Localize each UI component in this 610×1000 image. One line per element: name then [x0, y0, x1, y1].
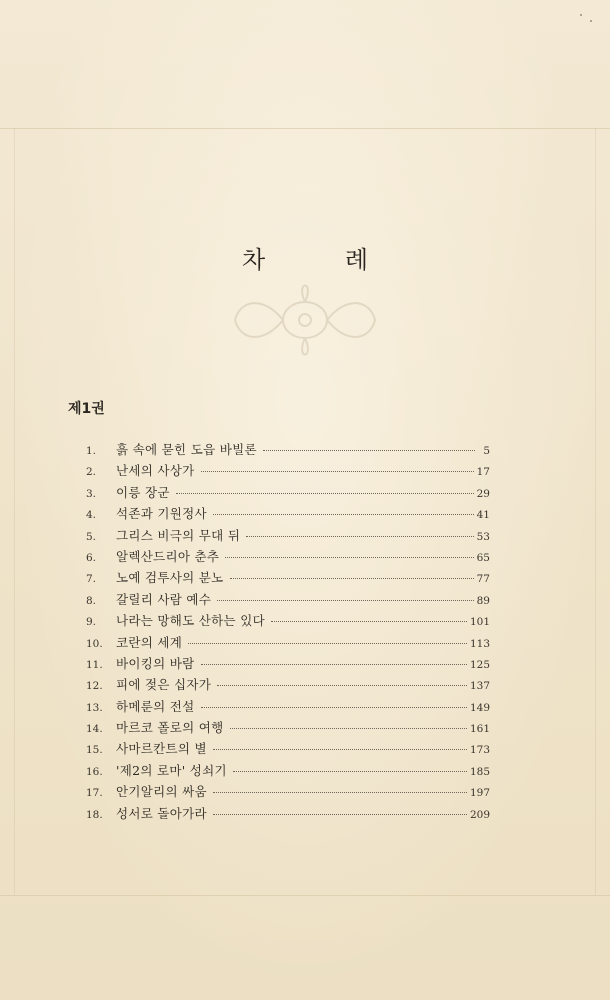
table-of-contents [86, 440, 490, 825]
toc-entry-page: 125 [469, 658, 490, 671]
toc-entry [86, 782, 490, 803]
toc-entry-title: 하메룬의 전설 [116, 698, 195, 714]
toc-dot-leader [213, 814, 467, 815]
toc-dot-leader [225, 557, 473, 558]
ornament-flourish-icon [215, 265, 395, 375]
toc-entry-title: 난세의 사상가 [116, 463, 195, 479]
toc-dot-leader [230, 578, 474, 579]
toc-dot-leader [201, 664, 467, 665]
toc-entry-title: 코란의 세계 [116, 634, 183, 650]
toc-entry-number: 17. [86, 787, 103, 800]
toc-dot-leader [217, 685, 467, 686]
toc-entry [86, 461, 490, 482]
toc-entry-page: 161 [469, 723, 490, 736]
toc-entry [86, 440, 490, 461]
toc-entry-title: 마르코 폴로의 여행 [116, 720, 224, 736]
paper-speck [590, 20, 592, 22]
toc-entry-page: 137 [469, 680, 490, 693]
toc-entry-number: 10. [86, 637, 103, 650]
toc-entry-page: 197 [469, 787, 490, 800]
toc-entry-page: 41 [476, 509, 490, 522]
toc-entry-page: 89 [476, 594, 490, 607]
toc-entry-title: 노예 검투사의 분노 [116, 570, 224, 586]
toc-dot-leader [271, 621, 467, 622]
toc-entry-number: 15. [86, 744, 103, 757]
toc-entry-page: 29 [476, 487, 490, 500]
toc-dot-leader [201, 707, 467, 708]
toc-dot-leader [213, 514, 474, 515]
toc-dot-leader [176, 493, 474, 494]
toc-entry-page: 77 [476, 573, 490, 586]
toc-entry [86, 675, 490, 696]
volume-heading: 제1권 [68, 401, 105, 417]
toc-entry-page: 65 [476, 551, 490, 564]
toc-entry [86, 547, 490, 568]
page-frame-top [0, 128, 610, 129]
toc-entry-number: 2. [86, 466, 97, 479]
toc-dot-leader [213, 792, 467, 793]
toc-entry-title: 그리스 비극의 무대 뒤 [116, 527, 241, 543]
toc-entry [86, 568, 490, 589]
toc-dot-leader [217, 600, 473, 601]
toc-entry-number: 16. [86, 765, 103, 778]
toc-entry-number: 12. [86, 680, 103, 693]
toc-entry-page: 101 [469, 616, 490, 629]
toc-entry [86, 739, 490, 760]
page-frame-bottom [0, 895, 610, 896]
toc-entry-number: 11. [86, 658, 103, 671]
toc-dot-leader [201, 471, 474, 472]
toc-entry-page: 209 [469, 808, 490, 821]
toc-dot-leader [246, 536, 473, 537]
toc-entry-number: 9. [86, 616, 97, 629]
paper-speck [580, 14, 582, 16]
toc-dot-leader [263, 450, 475, 451]
toc-entry-page: 113 [469, 637, 490, 650]
toc-entry-page: 5 [483, 445, 490, 457]
toc-entry-number: 1. [86, 445, 97, 457]
toc-entry [86, 483, 490, 504]
toc-entry-number: 5. [86, 530, 97, 543]
toc-entry-number: 14. [86, 723, 103, 736]
toc-entry-title: 성서로 돌아가라 [116, 805, 207, 821]
toc-entry [86, 504, 490, 525]
toc-entry [86, 804, 490, 825]
toc-entry-title: 나라는 망해도 산하는 있다 [116, 613, 265, 629]
toc-dot-leader [230, 728, 467, 729]
toc-entry [86, 590, 490, 611]
toc-entry [86, 611, 490, 632]
toc-entry-title: 석존과 기원정사 [116, 506, 207, 522]
toc-entry-number: 3. [86, 487, 97, 500]
toc-entry-title: 바이킹의 바람 [116, 655, 195, 671]
page-title: 차 례 [242, 246, 404, 274]
toc-entry [86, 697, 490, 718]
toc-dot-leader [233, 771, 467, 772]
toc-entry-page: 17 [476, 466, 490, 479]
toc-entry [86, 526, 490, 547]
toc-entry-number: 13. [86, 701, 103, 714]
toc-entry-title: 이릉 장군 [116, 484, 170, 500]
toc-dot-leader [188, 643, 467, 644]
toc-entry [86, 761, 490, 782]
toc-entry [86, 718, 490, 739]
toc-entry [86, 654, 490, 675]
toc-entry-title: '제2의 로마' 성쇠기 [116, 762, 227, 778]
toc-entry-title: 갈릴리 사람 예수 [116, 591, 212, 607]
toc-entry-title: 흙 속에 묻힌 도읍 바빌론 [116, 442, 257, 457]
toc-entry-title: 안기알리의 싸움 [116, 784, 207, 800]
toc-entry-page: 173 [469, 744, 490, 757]
toc-dot-leader [213, 749, 467, 750]
toc-entry-title: 피에 젖은 십자가 [116, 677, 212, 693]
toc-entry-number: 6. [86, 551, 97, 564]
toc-entry-number: 4. [86, 509, 97, 522]
toc-entry [86, 633, 490, 654]
toc-entry-number: 7. [86, 573, 97, 586]
toc-entry-page: 149 [469, 701, 490, 714]
toc-entry-title: 사마르칸트의 별 [116, 741, 207, 757]
toc-entry-page: 185 [469, 765, 490, 778]
toc-entry-page: 53 [476, 530, 490, 543]
toc-entry-title: 알렉산드리아 춘추 [116, 548, 220, 564]
toc-entry-number: 8. [86, 594, 97, 607]
toc-entry-number: 18. [86, 808, 103, 821]
